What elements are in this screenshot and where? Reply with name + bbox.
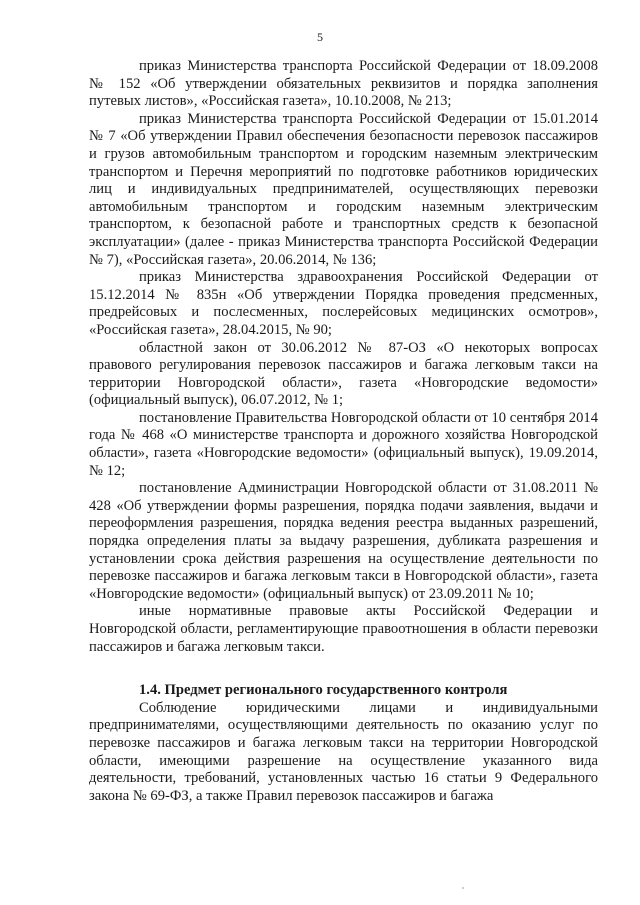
legal-act-item-resolution-468: постановление Правительства Новгородской области от 10 сентября 2014 года № 468 «О министерстве транспорта и дорожного хозяйства Новгородской области», газета «Новгородские ведомости» (официальный выпуск), 19.09.2014, № 12;: [89, 409, 598, 479]
section-paragraph: Соблюдение юридическими лицами и индивидуальными предпринимателями, осуществляющими деятельность по оказанию услуг по перевозке пассажиров и багажа легковым такси на территории Новгородской области, имеющими разрешение на осуществление указанного вида деятельности, требований, установленных частью 16 статьи 9 Федерального закона № 69-ФЗ, а также Правил перевозок пассажиров и багажа: [89, 699, 598, 804]
legal-act-item-resolution-428: постановление Администрации Новгородской области от 31.08.2011 № 428 «Об утверждении формы разрешения, порядка подачи заявления, выдачи и переоформления разрешения, порядка ведения реестра выданных разрешений, порядка определения платы за выдачу разрешения, дубликата разрешения и установлении срока действия разрешения на осуществление деятельности по перевозке пассажиров и багажа легковым такси в Новгородской области», газета «Новгородские ведомости» (официальный выпуск) от 23.09.2011 № 10;: [89, 480, 598, 602]
section-heading: 1.4. Предмет регионального государственного контроля: [139, 682, 508, 699]
legal-act-item-regional-law-87: областной закон от 30.06.2012 № 87-ОЗ «О некоторых вопросах правового регулирования перевозок пассажиров и багажа легковым такси на территории Новгородской области», газета «Новгородские ведомости» (официальный выпуск), 06.07.2012, № 1;: [89, 339, 598, 409]
legal-act-item-order-7: приказ Министерства транспорта Российской Федерации от 15.01.2014 № 7 «Об утверждении Правил обеспечения безопасности перевозок пассажиров и грузов автомобильным транспортом и городским наземным электрическим транспортом и Перечня мероприятий по подготовке работников юридических лиц и индивидуальных предпринимателей, осуществляющих перевозки автомобильным транспортом и городским наземным электрическим транспортом, к безопасной работе и транспортных средств к безопасной эксплуатации» (далее - приказ Министерства транспорта Российской Федерации № 7), «Российская газета», 20.06.2014, № 136;: [89, 110, 598, 268]
legal-act-item-order-152: приказ Министерства транспорта Российской Федерации от 18.09.2008 № 152 «Об утверждении обязательных реквизитов и порядка заполнения путевых листов», «Российская газета», 10.10.2008, № 213;: [89, 58, 598, 110]
scan-speck: [462, 887, 464, 889]
legal-act-item-order-835n: приказ Министерства здравоохранения Российской Федерации от 15.12.2014 № 835н «Об утверждении Порядка проведения предсменных, предрейсовых и послесменных, послерейсовых медицинских осмотров», «Российская газета», 28.04.2015, № 90;: [89, 269, 598, 338]
legal-act-item-other-acts: иные нормативные правовые акты Российской Федерации и Новгородской области, регламентирующие правоотношения в области перевозки пассажиров и багажа легковым такси.: [89, 603, 598, 655]
page-number: 5: [317, 30, 323, 44]
document-body: [89, 58, 598, 805]
